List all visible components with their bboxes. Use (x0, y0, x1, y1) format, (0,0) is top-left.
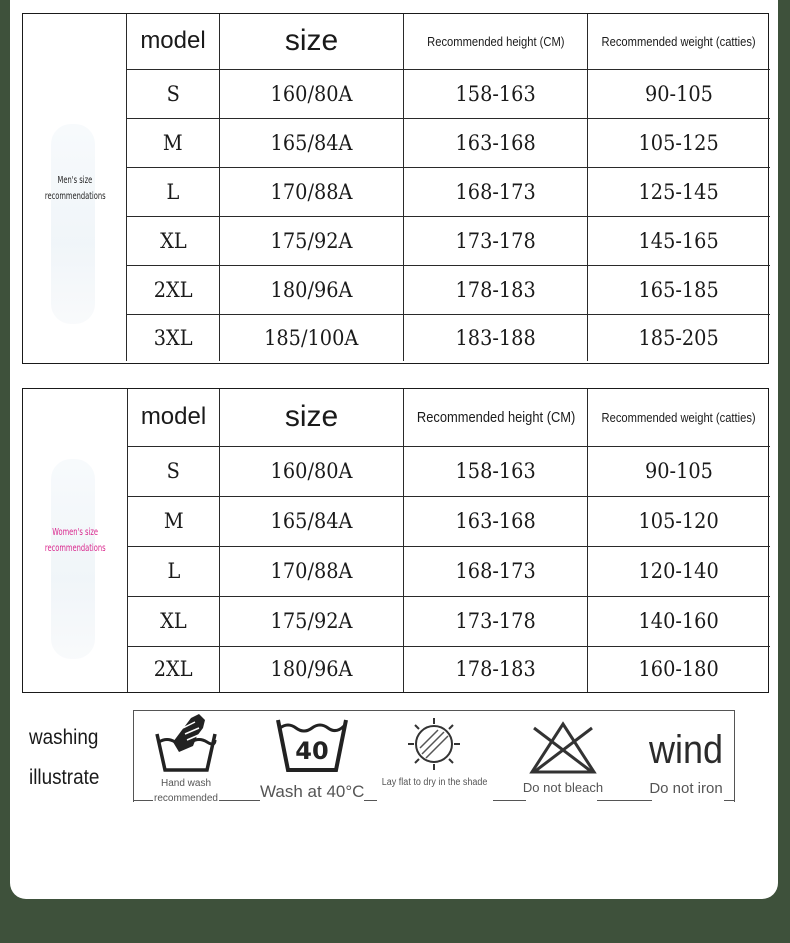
baseline-segment (219, 800, 260, 801)
header-weight: Recommended weight (catties) (588, 14, 770, 69)
cell-weight: 185-205 (588, 314, 770, 361)
cell-height: 173-178 (404, 596, 588, 646)
cell-size: 160/80A (220, 69, 404, 118)
table-row (127, 167, 770, 216)
cell-height: 158-163 (404, 69, 588, 118)
cell-weight: 90-105 (588, 446, 770, 496)
cell-weight: 105-125 (588, 118, 770, 167)
wind-word: wind (648, 728, 724, 772)
cell-weight: 145-165 (588, 216, 770, 265)
no-bleach-item: Do not bleach (520, 718, 606, 795)
cell-weight: 160-180 (588, 646, 770, 692)
table-row (128, 646, 770, 692)
table-row (128, 546, 770, 596)
shade-dry-icon (404, 714, 464, 774)
cell-weight: 165-185 (588, 265, 770, 314)
cell-model: M (127, 118, 220, 167)
cell-height: 178-183 (404, 265, 588, 314)
mens-grid (126, 14, 770, 361)
cell-size: 165/84A (220, 118, 404, 167)
womens-grid (127, 389, 770, 692)
cell-height: 163-168 (404, 118, 588, 167)
cell-size: 180/96A (220, 265, 404, 314)
cell-model: XL (128, 596, 220, 646)
cell-weight: 90-105 (588, 69, 770, 118)
table-row (128, 446, 770, 496)
no-iron-item: wind Do not iron (640, 728, 732, 797)
table-row (128, 496, 770, 546)
hand-wash-icon (153, 712, 219, 774)
cell-weight: 125-145 (588, 167, 770, 216)
cell-model: 2XL (127, 265, 220, 314)
washing-title: washing illustrate (29, 726, 100, 789)
cell-height: 158-163 (404, 446, 588, 496)
wash-40-item: 40 Wash at 40°C (260, 716, 364, 802)
cell-height: 173-178 (404, 216, 588, 265)
table-row (128, 596, 770, 646)
cell-model: L (128, 546, 220, 596)
cell-model: S (127, 69, 220, 118)
cell-model: 3XL (127, 314, 220, 361)
cell-size: 160/80A (220, 446, 404, 496)
baseline-segment (364, 800, 377, 801)
table-row (127, 118, 770, 167)
mens-size-table (22, 13, 769, 364)
table-row (127, 265, 770, 314)
cell-model: XL (127, 216, 220, 265)
hand-wash-item: Hand wash recommended (150, 712, 222, 806)
cell-size: 175/92A (220, 596, 404, 646)
no-bleach-icon (528, 718, 598, 776)
baseline-segment (724, 800, 735, 801)
cell-size: 170/88A (220, 167, 404, 216)
cell-height: 163-168 (404, 496, 588, 546)
womens-side-label: Women's size recommendations (45, 526, 106, 554)
table-row (127, 314, 770, 361)
header-size: size (220, 389, 404, 446)
cell-height: 178-183 (404, 646, 588, 692)
cell-height: 168-173 (404, 546, 588, 596)
header-size: size (220, 14, 404, 69)
cell-size: 185/100A (220, 314, 404, 361)
cell-weight: 120-140 (588, 546, 770, 596)
cell-height: 183-188 (404, 314, 588, 361)
cell-size: 180/96A (220, 646, 404, 692)
header-model: model (127, 14, 220, 69)
cell-size: 170/88A (220, 546, 404, 596)
cell-weight: 140-160 (588, 596, 770, 646)
cell-height: 168-173 (404, 167, 588, 216)
shade-dry-item: Lay flat to dry in the shade (376, 714, 492, 788)
cell-model: M (128, 496, 220, 546)
header-weight: Recommended weight (catties) (588, 389, 770, 446)
table-row (127, 69, 770, 118)
cell-model: S (128, 446, 220, 496)
cell-model: 2XL (128, 646, 220, 692)
cell-weight: 105-120 (588, 496, 770, 546)
womens-size-table (22, 388, 769, 693)
baseline-segment (597, 800, 652, 801)
header-height: Recommended height (CM) (404, 14, 588, 69)
wash-tub-icon (274, 716, 350, 774)
header-model: model (128, 389, 220, 446)
cell-size: 175/92A (220, 216, 404, 265)
svg-text:40: 40 (295, 737, 329, 765)
header-height: Recommended height (CM) (404, 389, 588, 446)
mens-side-label: Men's size recommendations (44, 174, 106, 202)
table-row (127, 216, 770, 265)
cell-size: 165/84A (220, 496, 404, 546)
cell-model: L (127, 167, 220, 216)
baseline-segment (493, 800, 526, 801)
